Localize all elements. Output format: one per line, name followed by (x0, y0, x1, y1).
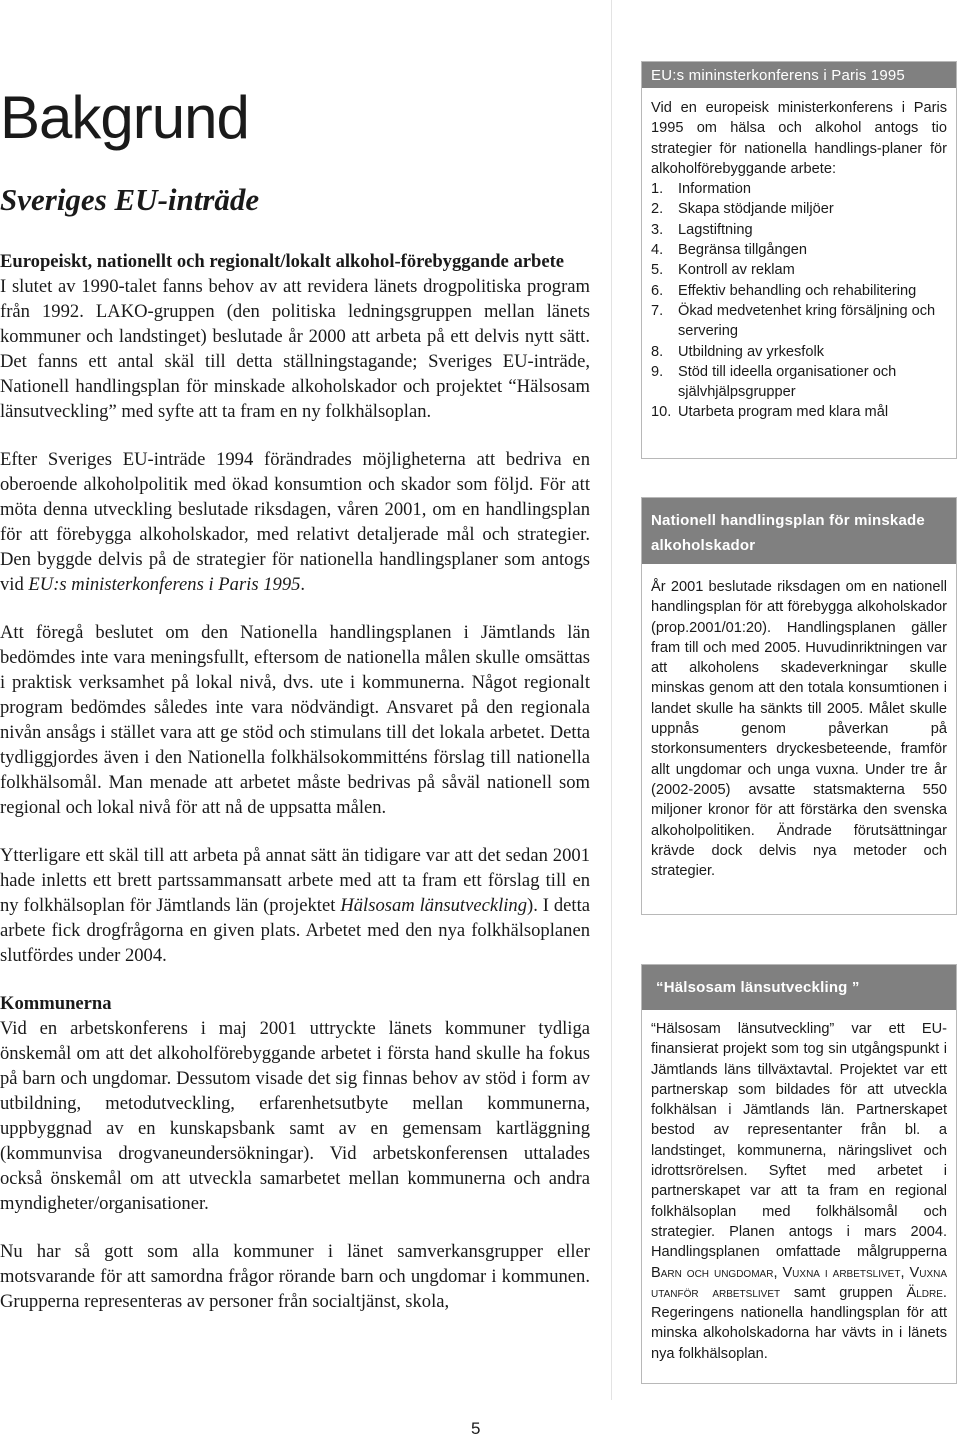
list-item-number: 4. (651, 242, 664, 259)
separator: , (773, 1264, 783, 1281)
list-item-text: Lagstiftning (678, 221, 753, 238)
paragraph-5-text: Vid en arbetskonferens i maj 2001 uttryckte länets kommuner tydliga önskemål om att det alkoholförebyggande arbetet i första hand skulle ha fokus på barn och ungdomar. Dessutom visade det sig finnas behov av stöd i form av utbildning, metodutveckling, erfarenhetsutbyte mellan kommunerna, uppbyggnad av en kunskapsbank samt av en gemensam kartläggning (kommunvisa drogvaneundersökningar). Vid arbetskonferensen uttalades också önskemål om att utveckla samarbetet mellan kommunerna och andra myndigheter/organisationer. (0, 1018, 590, 1214)
paragraph-2 (0, 447, 590, 597)
page-title: Bakgrund (0, 84, 249, 151)
list-item (651, 179, 947, 199)
halsosam-text (651, 1019, 947, 1364)
section-title: Europeiskt, nationellt och regionalt/lokalt alkohol-förebyggande arbete (0, 251, 565, 272)
list-item-number: 1. (651, 181, 664, 198)
list-item (651, 402, 947, 422)
paragraph-2-end: . (300, 574, 306, 595)
list-item (651, 342, 947, 362)
list-item-text: Utarbeta program med klara mål (678, 404, 889, 421)
target-group-1: Barn och ungdomar (651, 1264, 774, 1281)
list-item (651, 240, 947, 260)
page-number: 5 (471, 1419, 481, 1438)
list-item (651, 199, 947, 219)
main-column (0, 86, 590, 1314)
paragraph-4-start: Ytterligare ett skäl till att arbeta på annat sätt än tidigare var att det sedan 2001 hade inletts ett brett partssammansatt arbete med att ta fram ett förslag till en ny folkhälsoplan för Jämtlands län (projektet (0, 845, 590, 916)
eu-conference-box (641, 61, 957, 459)
eu-conference-intro: Vid en europeisk ministerkonferens i Paris 1995 om hälsa och alkohol antogs tio strategier för nationella handlings-planer för alkoholförebyggande arbete: (651, 100, 947, 177)
target-group-2: Vuxna i arbetslivet (782, 1264, 901, 1281)
list-item-number: 6. (651, 282, 664, 299)
list-item-text: Information (678, 181, 752, 198)
list-item-number: 9. (651, 363, 664, 380)
list-item (651, 362, 947, 403)
list-item-number: 3. (651, 221, 664, 238)
halsosam-box-title: “Hälsosam länsutveckling ” (642, 965, 956, 1010)
paragraph-4-emphasis: Hälsosam länsutveckling (340, 895, 528, 916)
halsosam-box-body (642, 1010, 956, 1364)
list-item (651, 220, 947, 240)
kommunerna-title: Kommunerna (0, 993, 112, 1014)
list-item-text: Effektiv behandling och rehabilitering (678, 282, 917, 299)
paragraph-2-start: Efter Sveriges EU-inträde 1994 förändrades möjligheterna att bedriva en oberoende alkoholpolitik med ökad konsumtion och skador som följd. För att möta denna utveckling beslutade riksdagen, våren 2001, om en handlingsplan för att förebygga alkoholskador, med relativt detaljerade mål och strategier. Den byggde delvis på de strategier för nationella handlingsplaner som antogs vid (0, 449, 590, 595)
list-item-number: 8. (651, 343, 664, 360)
list-item-text: Stöd till ideella organisationer och självhjälpsgrupper (678, 363, 897, 401)
section-subheading: Sveriges EU-inträde (0, 182, 260, 217)
paragraph-4 (0, 843, 590, 968)
column-divider (611, 0, 612, 1400)
eu-conference-box-title: EU:s mininsterkonferens i Paris 1995 (642, 62, 956, 88)
list-item (651, 260, 947, 280)
national-plan-box-body (642, 564, 956, 881)
halsosam-text-mid: samt gruppen (780, 1284, 907, 1301)
national-plan-box-title: Nationell handlingsplan för minskade alkoholskador (642, 498, 956, 564)
target-group-3: Vuxna utanför arbetslivet (651, 1264, 948, 1301)
list-item-number: 5. (651, 262, 664, 279)
national-plan-box (641, 497, 957, 915)
list-item (651, 281, 947, 301)
list-item-text: Utbildning av yrkesfolk (678, 343, 825, 360)
separator: , (900, 1264, 910, 1281)
list-item-text: Ökad medvetenhet kring försäljning och servering (678, 302, 936, 340)
list-item-number: 7. (651, 302, 664, 319)
strategy-list (651, 179, 947, 423)
list-item-number: 10. (651, 404, 672, 421)
halsosam-text-end: . Regeringens nationella handlingsplan för att minska alkoholskadorna har vävts in i länets nya folkhälsoplan. (651, 1284, 947, 1362)
paragraph-4-end: ). I detta arbete fick drogfrågorna en given plats. Arbetet med den nya folkhälsoplanen slutfördes under 2004. (0, 895, 590, 966)
halsosam-box (641, 964, 957, 1384)
list-item-text: Kontroll av reklam (678, 262, 795, 279)
paragraph-1 (0, 249, 590, 424)
paragraph-5 (0, 991, 590, 1216)
list-item-text: Skapa stödjande miljöer (678, 201, 834, 218)
eu-conference-box-body (642, 88, 956, 423)
target-group-4: Äldre (906, 1284, 943, 1301)
paragraph-3: Att föregå beslutet om den Nationella handlingsplanen i Jämtlands län bedömdes inte vara meningsfullt, eftersom de nationella målen skulle omsättas i praktisk verksamhet på lokal nivå, dvs. ute i kommunerna. Något regionalt program bedömdes således inte vara nödvändigt. Ansvaret på den regionala nivån ansågs i stället vara att ge stöd och stimulans till det lokala arbetet. Detta tydliggjordes även i den Nationella folkhälsokommitténs förslag till nationella folkhälsomål. Man menade att arbetet måste bedrivas på såväl nationell som regional och lokal nivå för att nå de uppsatta målen. (0, 622, 590, 818)
list-item-number: 2. (651, 201, 664, 218)
national-plan-text: År 2001 beslutade riksdagen om en nationell handlingsplan för att förebygga alkoholskador (prop.2001/01:20). Handlingsplanen gäller fram till och med 2005. Huvudinriktningen var att alkoholens skadeverkningar skulle minskas genom att den totala konsumtionen i landet skulle ha sänkts till 2005. Målet skulle uppnås genom påverkan på storkonsumenters dryckesbeteende, framför allt ungdomar och unga vuxna. Under tre år (2002-2005) avsatte statsmakterna 550 miljoner kronor för att förstärka den svenska alkoholpolitiken. Ändrade förutsättningar krävde dock delvis nya metoder och strategier. (651, 579, 947, 880)
paragraph-6: Nu har så gott som alla kommuner i länet samverkansgrupper eller motsvarande för att samordna frågor rörande barn och ungdomar i kommunen. Grupperna representeras av personer från socialtjänst, skola, (0, 1241, 590, 1312)
list-item (651, 301, 947, 342)
paragraph-1-text: I slutet av 1990-talet fanns behov av att revidera länets drogpolitiska program från 1992. LAKO-gruppen (den politiska ledningsgruppen mellan länets kommuner och landstinget) beslutade år 2000 att arbeta på ett delvis nytt sätt. Det fanns ett antal skäl till detta ställningstagande; Sveriges EU-inträde, Nationell handlingsplan för minskade alkoholskador och projektet “Hälsosam länsutveckling” med syfte att ta fram en ny folkhälsoplan. (0, 276, 590, 422)
halsosam-text-start: “Hälsosam länsutveckling” var ett EU-finansierat projekt som tog sin utgångspunkt i Jämtlands läns tillväxtavtal. Projektet var ett partnerskap som bildades för att utveckla folkhälsan i Jämtlands län. Partnerskapet bestod av representanter från bl. a landstinget, kommunerna, näringslivet och idrottsrörelsen. Syftet med arbetet i partnerskapet var att ta fram en regional folkhälsoplan med folkhälsomål och strategier. Planen antogs i mars 2004. Handlingsplanen omfattade målgrupperna (651, 1021, 947, 1261)
list-item-text: Begränsa tillgången (678, 242, 808, 259)
paragraph-2-emphasis: EU:s ministerkonferens i Paris 1995 (28, 574, 301, 595)
